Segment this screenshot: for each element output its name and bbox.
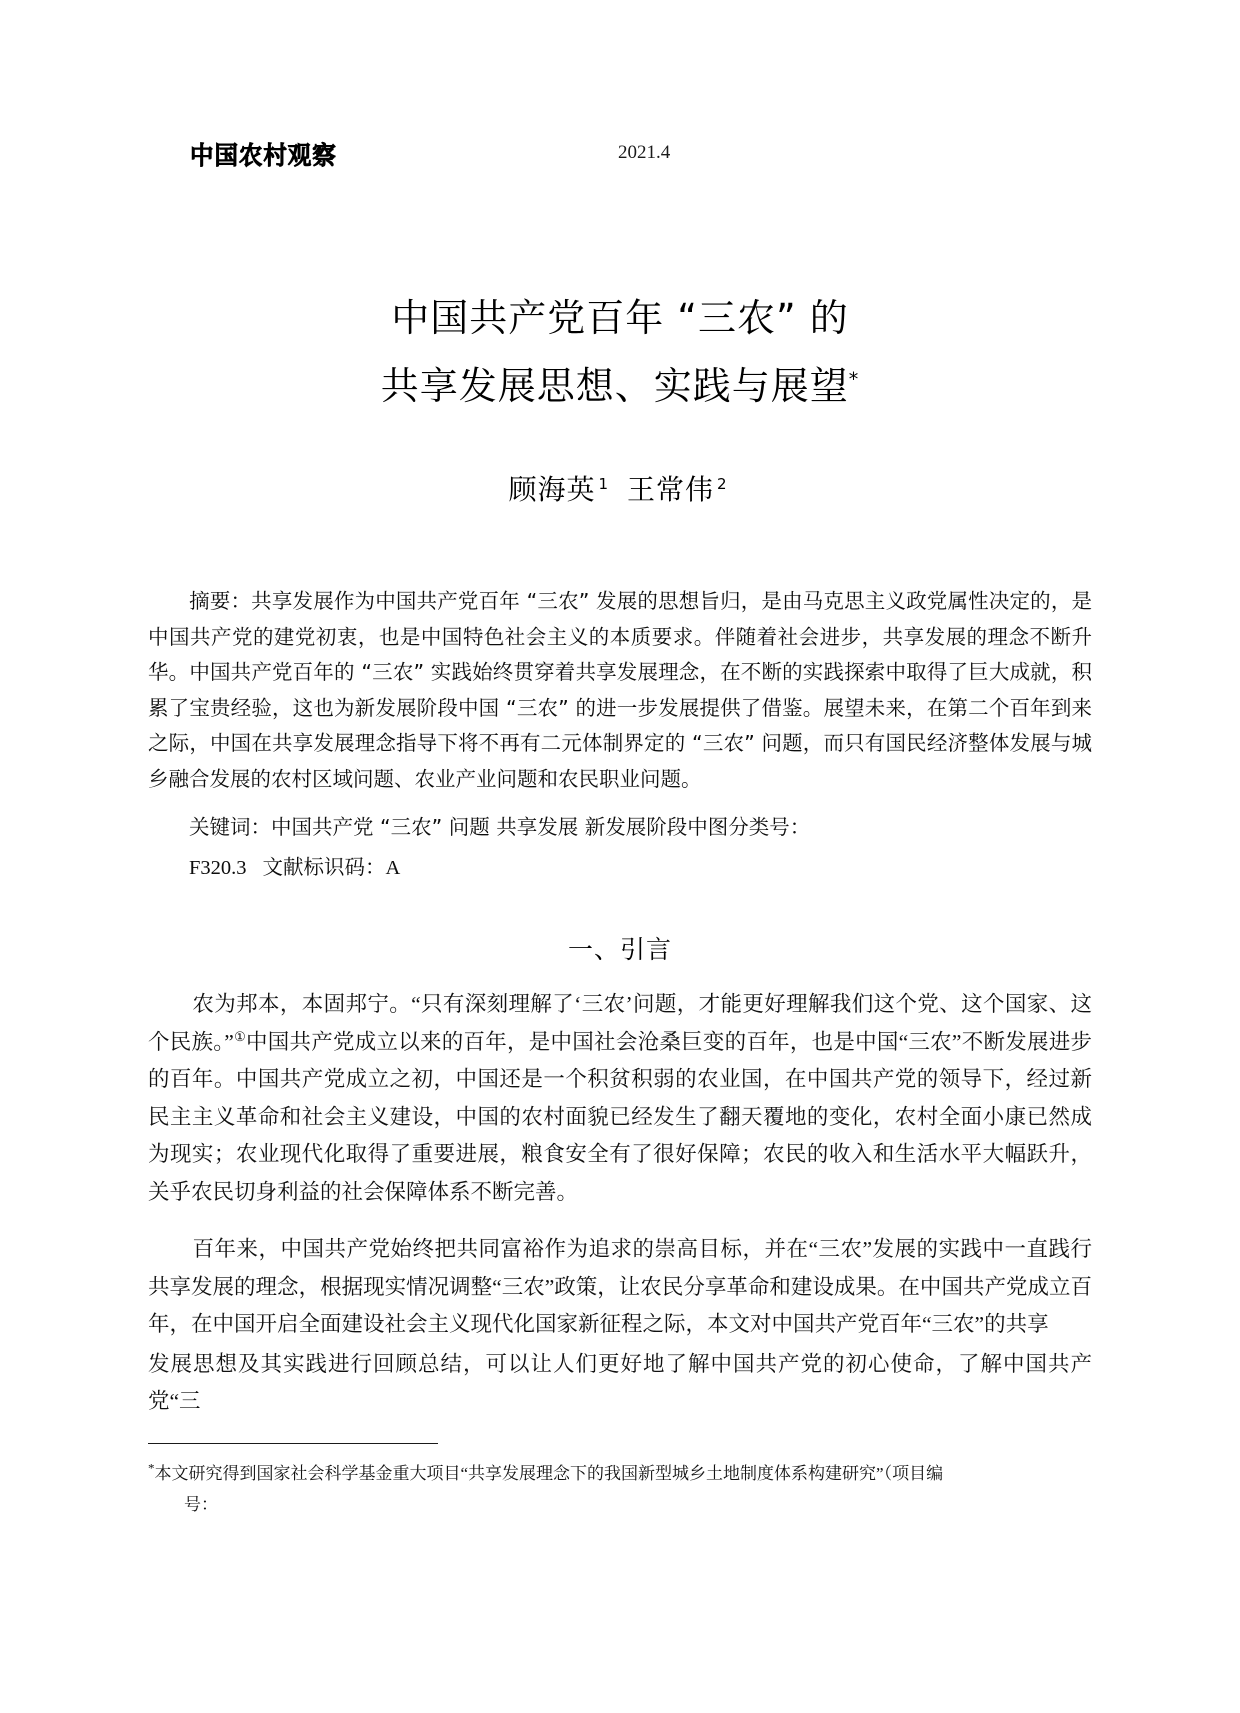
footnote-separator-rule — [148, 1443, 438, 1444]
paragraph-1-text-before-footnote: 农为邦本，本固邦宁。“只有深刻理解了‘三农’问题，才能更好理解我们这个党、这个国家、这个民族。” — [148, 992, 1092, 1054]
footnote-1-marker: * — [148, 1459, 155, 1475]
page-content — [148, 0, 1092, 1520]
title-line-2 — [148, 352, 1092, 420]
clc-line — [148, 850, 1092, 887]
paragraph-3-text: 发展思想及其实践进行回顾总结，可以让人们更好地了解中国共产党的初心使命，了解中国共产党“三 — [148, 1351, 1092, 1413]
author-list — [148, 468, 1092, 508]
keywords-block — [148, 810, 1092, 846]
footnote-reference-1: ① — [233, 1028, 246, 1044]
paragraph-1-text-after-footnote: 中国共产党成立以来的百年，是中国社会沧桑巨变的百年，也是中国“三农”不断发展进步的百年。中国共产党成立之初，中国还是一个积贫积弱的农业国，在中国共产党的领导下，经过新民主主义革命和社会主义建设，中国的农村面貌已经发生了翻天覆地的变化，农村全面小康已然成为现实；农业现代化取得了重要进展，粮食安全有了很好保障；农民的收入和生活水平大幅跃升，关乎农民切身利益的社会保障体系不断完善。 — [148, 1029, 1092, 1204]
abstract-text: 摘要：共享发展作为中国共产党百年 “三农” 发展的思想旨归，是由马克思主义政党属性决定的，是中国共产党的建党初衷，也是中国特色社会主义的本质要求。伴随着社会进步，共享发展的理念不断升华。中国共产党百年的 “三农” 实践始终贯穿着共享发展理念，在不断的实践探索中取得了巨大成就，积累了宝贵经验，这也为新发展阶段中国 “三农” 的进一步发展提供了借鉴。展望未来，在第二个百年到来之际，中国在共享发展理念指导下将不再有二元体制界定的 “三农” 问题，而只有国民经济整体发展与城乡融合发展的农村区域问题、农业产业问题和农民职业问题。 — [148, 589, 1092, 791]
body-paragraph-3 — [148, 1346, 1092, 1421]
footnote-1-text: 本文研究得到国家社会科学基金重大项目“共享发展理念下的我国新型城乡土地制度体系构建研究”（项目编 — [154, 1463, 944, 1483]
paragraph-2-text: 百年来，中国共产党始终把共同富裕作为追求的崇高目标，并在“三农”发展的实践中一直践行共享发展的理念，根据现实情况调整“三农”政策，让农民分享革命和建设成果。在中国共产党成立百年，在中国开启全面建设社会主义现代化国家新征程之际，本文对中国共产党百年“三农”的共享 — [148, 1237, 1092, 1336]
title-block — [148, 284, 1092, 420]
author-2-name: 王常伟 — [627, 473, 715, 506]
page-header — [148, 128, 1092, 198]
keywords-text: 关键词：中国共产党 “三农” 问题 共享发展 新发展阶段中图分类号： — [189, 815, 811, 839]
abstract-block — [148, 584, 1092, 797]
footnote-1-continuation: 号： — [184, 1494, 218, 1514]
title-line-1: 中国共产党百年 “三农” 的 — [391, 296, 849, 340]
document-type-label: 文献标识码： — [262, 854, 386, 879]
section-heading-introduction: 一、引言 — [567, 935, 672, 964]
body-paragraph-2 — [148, 1231, 1092, 1344]
title-footnote-marker: * — [848, 368, 860, 391]
author-1-affiliation-marker: 1 — [598, 474, 609, 493]
title-line-2-text: 共享发展思想、实践与展望 — [380, 364, 849, 408]
body-paragraph-1 — [148, 986, 1092, 1211]
author-1-name: 顾海英 — [508, 473, 596, 506]
journal-name: 中国农村观察 — [190, 141, 337, 170]
document-type-value: A — [385, 856, 401, 879]
clc-code: F320.3 — [189, 856, 247, 879]
issue-number: 2021.4 — [618, 142, 671, 163]
footnote-1 — [148, 1458, 1092, 1489]
author-2-affiliation-marker: 2 — [717, 474, 728, 493]
